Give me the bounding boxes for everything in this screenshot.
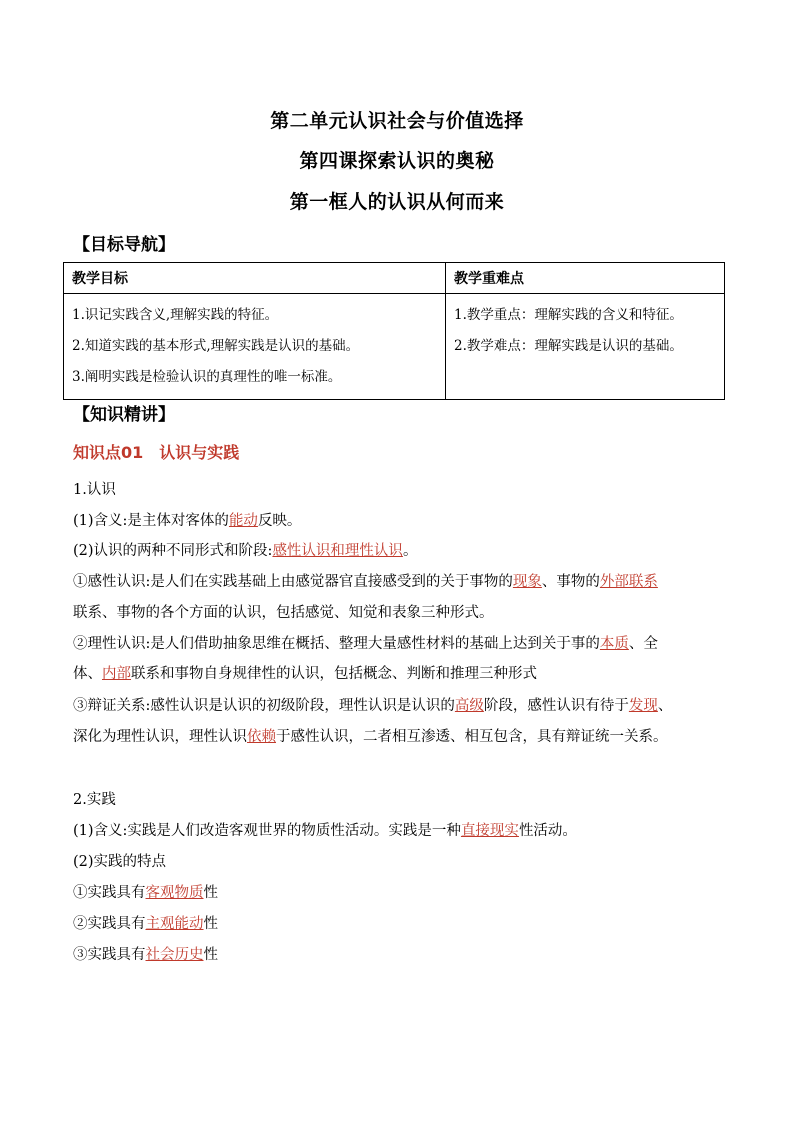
section-goals-nav: 【目标导航】 xyxy=(73,235,175,255)
text-span: (2)认识的两种不同形式和阶段: xyxy=(73,543,273,559)
frame-title: 第一框人的认识从何而来 xyxy=(289,191,505,213)
text-span: (1)含义:实践是人们改造客观世界的物质性活动。实践是一种 xyxy=(73,823,461,839)
text-span: 。 xyxy=(402,543,418,559)
key-point-item: 1.教学重点：理解实践的含义和特征。 xyxy=(454,307,683,323)
answer-blank: 外部联系 xyxy=(599,574,658,590)
text-span: 性 xyxy=(203,885,218,901)
text-span: ③实践具有 xyxy=(73,947,146,963)
col-teaching-goals-header: 教学目标 xyxy=(64,263,446,294)
text-span: 联系和事物自身规律性的认识，包括概念、判断和推理三种形式 xyxy=(131,666,537,682)
answer-blank: 直接现实 xyxy=(460,823,519,839)
text-line xyxy=(73,511,301,531)
text-line xyxy=(73,696,672,716)
goals-table-body-row xyxy=(64,294,725,400)
answer-blank: 现象 xyxy=(512,574,542,590)
unit-title: 第二单元认识社会与价值选择 xyxy=(270,110,524,132)
answer-blank: 社会历史 xyxy=(145,947,204,963)
answer-blank: 发现 xyxy=(628,698,658,714)
text-line xyxy=(73,914,218,934)
text-span: 性 xyxy=(203,916,218,932)
text-line xyxy=(73,727,668,747)
text-line xyxy=(73,821,577,841)
text-line xyxy=(73,664,537,684)
goal-item: 1.识记实践含义,理解实践的特征。 xyxy=(72,307,279,323)
col-key-difficult-header: 教学重难点 xyxy=(446,263,725,294)
text-line xyxy=(73,541,417,561)
goals-table-header-row xyxy=(64,263,725,294)
text-span: 、全 xyxy=(628,636,658,652)
key-difficult-cell xyxy=(446,294,725,400)
answer-blank: 主观能动 xyxy=(145,916,204,932)
text-span: ①实践具有 xyxy=(73,885,146,901)
text-span: 反映。 xyxy=(257,513,302,529)
text-span: 于感性认识，二者相互渗透、相互包含，具有辩证统一关系。 xyxy=(276,729,668,745)
answer-blank: 本质 xyxy=(599,636,629,652)
text-line: 联系、事物的各个方面的认识，包括感觉、知觉和表象三种形式。 xyxy=(73,605,494,621)
text-span: 体、 xyxy=(73,666,102,682)
answer-blank: 依赖 xyxy=(247,729,276,745)
answer-blank: 客观物质 xyxy=(145,885,204,901)
text-line xyxy=(73,883,218,903)
text-span: ①感性认识:是人们在实践基础上由感觉器官直接感受到的关于事物的 xyxy=(73,574,513,590)
text-span: 深化为理性认识，理性认识 xyxy=(73,729,247,745)
answer-blank: 感性认识和理性认识 xyxy=(272,543,403,559)
text-span: (1)含义:是主体对客体的 xyxy=(73,513,229,529)
text-line: (2)实践的特点 xyxy=(73,854,167,870)
answer-blank: 能动 xyxy=(228,513,258,529)
text-line xyxy=(73,634,658,654)
answer-blank: 高级 xyxy=(454,698,484,714)
text-line xyxy=(73,572,658,592)
text-line: 1.认识 xyxy=(73,482,116,498)
section-knowledge: 【知识精讲】 xyxy=(73,405,175,425)
knowledge-point-title: 知识点01 认识与实践 xyxy=(73,443,240,462)
text-span: 性 xyxy=(203,947,218,963)
difficult-point-item: 2.教学难点：理解实践是认识的基础。 xyxy=(454,338,683,354)
text-span: 、 xyxy=(657,698,673,714)
teaching-goals-cell xyxy=(64,294,446,400)
goals-table xyxy=(63,262,725,400)
text-span: ②实践具有 xyxy=(73,916,146,932)
goal-item: 3.阐明实践是检验认识的真理性的唯一标准。 xyxy=(72,369,342,385)
text-span: ③辩证关系:感性认识是认识的初级阶段，理性认识是认识的 xyxy=(73,698,455,714)
text-span: 、事物的 xyxy=(541,574,600,590)
text-span: 性活动。 xyxy=(518,823,577,839)
text-span: 阶段，感性认识有待于 xyxy=(483,698,629,714)
answer-blank: 内部 xyxy=(102,666,131,682)
goal-item: 2.知道实践的基本形式,理解实践是认识的基础。 xyxy=(72,338,360,354)
lesson-title: 第四课探索认识的奥秘 xyxy=(299,150,495,172)
text-line: 2.实践 xyxy=(73,792,116,808)
text-line xyxy=(73,945,218,965)
text-span: ②理性认识:是人们借助抽象思维在概括、整理大量感性材料的基础上达到关于事的 xyxy=(73,636,600,652)
